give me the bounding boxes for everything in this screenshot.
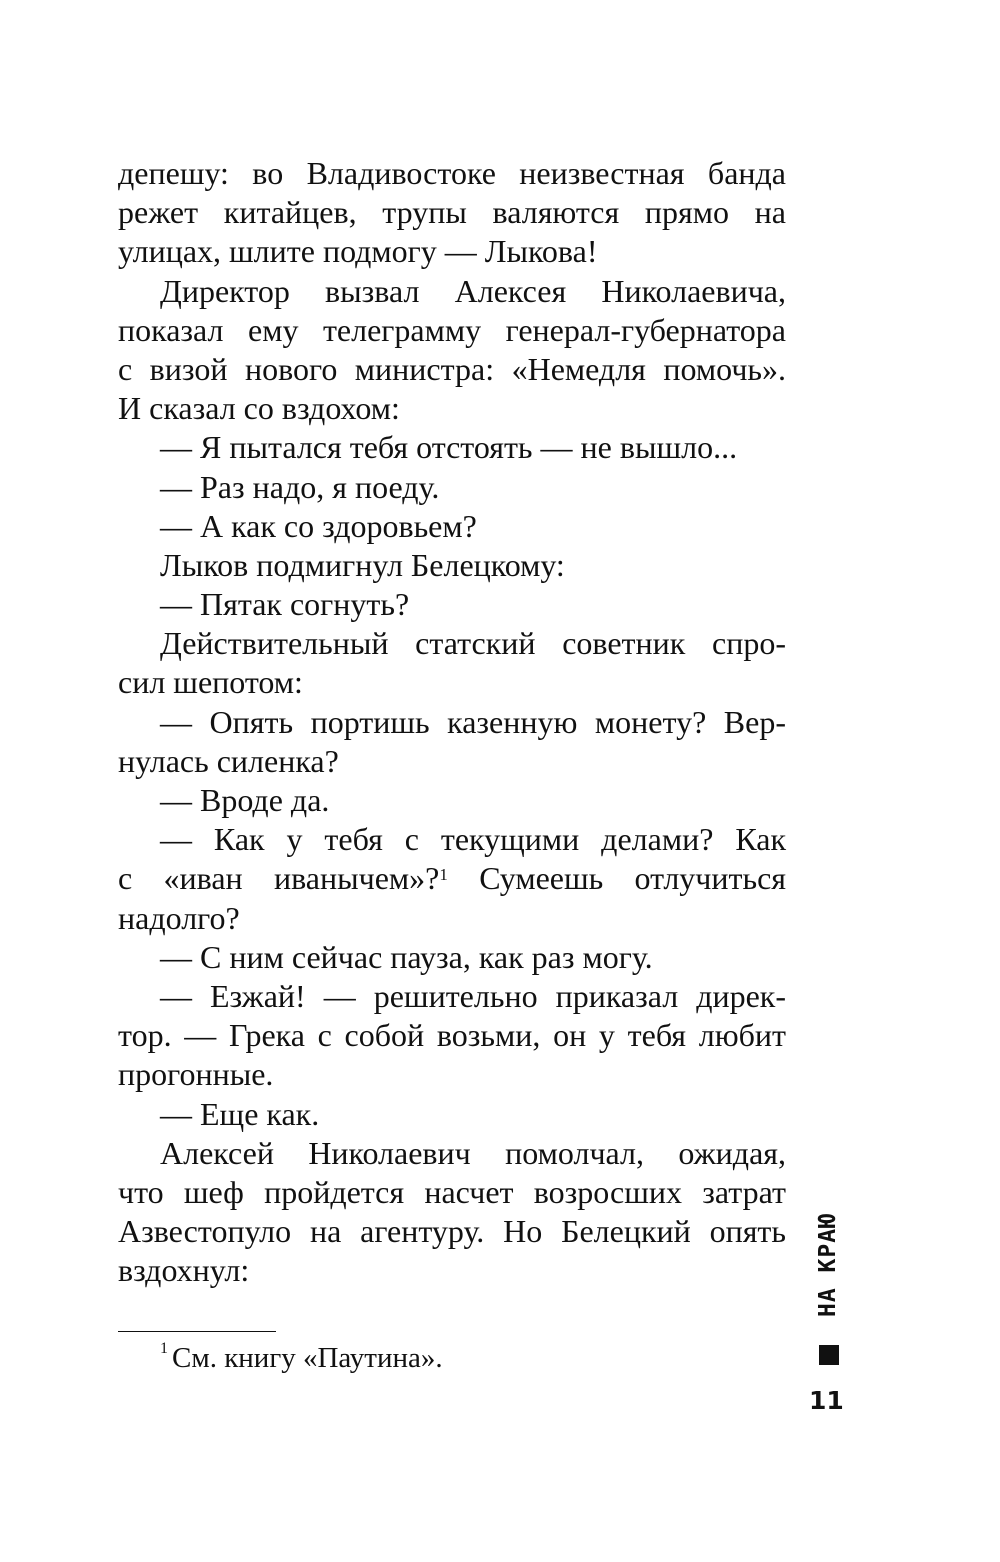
dialogue-line: — Езжай! — решительно приказал дирек- (160, 977, 786, 1014)
text-line: Лыков подмигнул Белецкому: (160, 546, 565, 583)
dialogue-line: — Пятак согнуть? (160, 586, 410, 623)
text-line: тор. — Грека с собой возьми, он у тебя любит (118, 1017, 786, 1054)
dialogue-line: — А как со здоровьем? (160, 507, 477, 544)
footnote-divider (118, 1331, 276, 1332)
text-segment: с «иван иванычем»? (118, 860, 440, 897)
text-line (118, 859, 786, 898)
footnote (160, 1342, 443, 1375)
dialogue-line: — С ним сейчас пауза, как раз могу. (160, 938, 653, 975)
dialogue-line: — Опять портишь казенную монету? Вер- (160, 703, 786, 740)
text-line: улицах, шлите подмогу — Лыкова! (118, 233, 598, 270)
text-line: вздохнул: (118, 1252, 250, 1289)
text-line: режет китайцев, трупы валяются прямо на (118, 194, 786, 231)
text-line: депешу: во Владивостоке неизвестная банда (118, 155, 786, 191)
text-segment: Сумеешь отлучиться (479, 860, 787, 897)
footnote-number: 1 (160, 1340, 168, 1357)
footnote-reference: 1 (439, 865, 448, 885)
dialogue-line: — Вроде да. (160, 782, 330, 818)
running-head: НА КРАЮ (815, 1213, 841, 1317)
text-line: Директор вызвал Алексея Николаевича, (160, 272, 786, 309)
footnote-text: См. книгу «Паутина». (172, 1342, 443, 1374)
text-line: Действительный статский советник спро- (160, 625, 786, 662)
text-line: что шеф пройдется насчет возросших затрат (118, 1173, 786, 1210)
text-line: нулась силенка? (118, 742, 339, 779)
dialogue-line: — Как у тебя с текущими делами? Как (160, 821, 786, 858)
page-number: 11 (809, 1386, 844, 1415)
text-line: Алексей Николаевич помолчал, ожидая, (160, 1134, 786, 1171)
text-line: И сказал со вздохом: (118, 390, 400, 427)
text-line: надолго? (118, 899, 240, 936)
dialogue-line: — Я пытался тебя отстоять — не вышло... (160, 429, 738, 466)
dialogue-line: — Раз надо, я поеду. (160, 468, 440, 505)
dialogue-line: — Еще как. (160, 1095, 320, 1132)
square-marker-icon (819, 1345, 839, 1365)
text-line: Азвестопуло на агентуру. Но Белецкий опять (118, 1213, 786, 1250)
text-line: с визой нового министра: «Немедля помочь». (118, 350, 786, 387)
text-line: прогонные. (118, 1056, 274, 1093)
text-line: показал ему телеграмму генерал-губернатора (118, 311, 786, 348)
body-text (118, 154, 786, 1290)
text-line: сил шепотом: (118, 664, 303, 701)
